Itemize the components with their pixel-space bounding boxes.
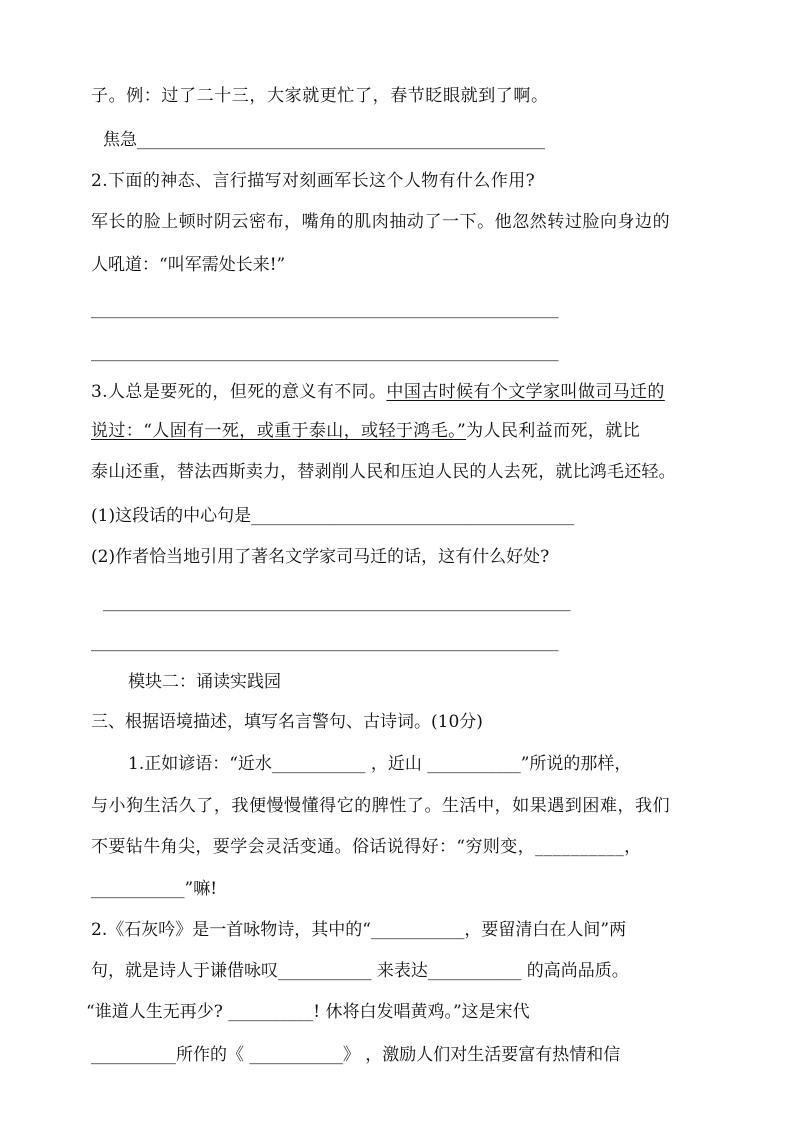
answer-blank-line: _______________________________________________________ [91, 342, 559, 362]
answer-blank-line: _______________________________________________________ [91, 299, 559, 319]
sub-question-2: (2)作者恰当地引用了著名文学家司马迁的话，这有什么好处? [91, 547, 550, 567]
text-line: 军长的脸上顿时阴云密布，嘴角的肌肉抽动了一下。他忽然转过脸向身边的 [91, 212, 671, 232]
fill-question-1: 1.正如谚语：“近水___________ ，近山 ___________”所说的那样， [128, 754, 632, 774]
underlined-text: 中国古时候有个文学家叫做司马迁的 [386, 382, 665, 402]
text-line: 焦急________________________________________________ [103, 130, 545, 150]
question-2: 2.下面的神态、言行描写对刻画军长这个人物有什么作用? [91, 171, 536, 191]
section-heading: 三、根据语境描述，填写名言警句、古诗词。(10分) [91, 712, 483, 732]
answer-blank-line: _______________________________________________________ [103, 592, 571, 612]
question-3-text: 3.人总是要死的，但死的意义有不同。 [91, 382, 387, 402]
question-3 [91, 380, 721, 404]
underlined-text: 说过：“人固有一死，或重于泰山，或轻于鸿毛。” [91, 421, 467, 441]
text-line: 子。例：过了二十三，大家就更忙了，春节眨眼就到了啊。 [91, 86, 549, 106]
text-line: 句，就是诗人于谦借咏叹___________ 来表达___________ 的高尚品质。 [91, 961, 629, 981]
sub-question-1: (1)这段话的中心句是______________________________________ [91, 506, 575, 526]
fill-question-2: 2.《石灰吟》是一首咏物诗，其中的“___________，要留清白在人间”两 [91, 920, 627, 940]
text-line: 泰山还重，替法西斯卖力，替剥削人民和压迫人民的人去死，就比鸿毛还轻。 [91, 462, 676, 482]
text-line: ___________”嘛! [91, 879, 218, 899]
text-line: 不要钻牛角尖，要学会灵活变通。俗话说得好：“穷则变，__________， [91, 837, 642, 857]
text-segment: 为人民利益而死，就比 [466, 421, 641, 441]
answer-blank-line: _______________________________________________________ [91, 632, 559, 652]
text-line: 人吼道：“叫军需处长来!” [91, 255, 286, 275]
text-line [91, 419, 721, 443]
text-line: __________所作的《 ___________》 ，激励人们对生活要富有热情和信 [91, 1045, 621, 1065]
text-line: “谁道人生无再少? __________! 休将白发唱黄鸡。”这是宋代 [86, 1002, 530, 1022]
module-title: 模块二：诵读实践园 [128, 672, 281, 692]
text-line: 与小狗生活久了，我便慢慢懂得它的脾性了。生活中，如果遇到困难，我们 [91, 796, 671, 816]
